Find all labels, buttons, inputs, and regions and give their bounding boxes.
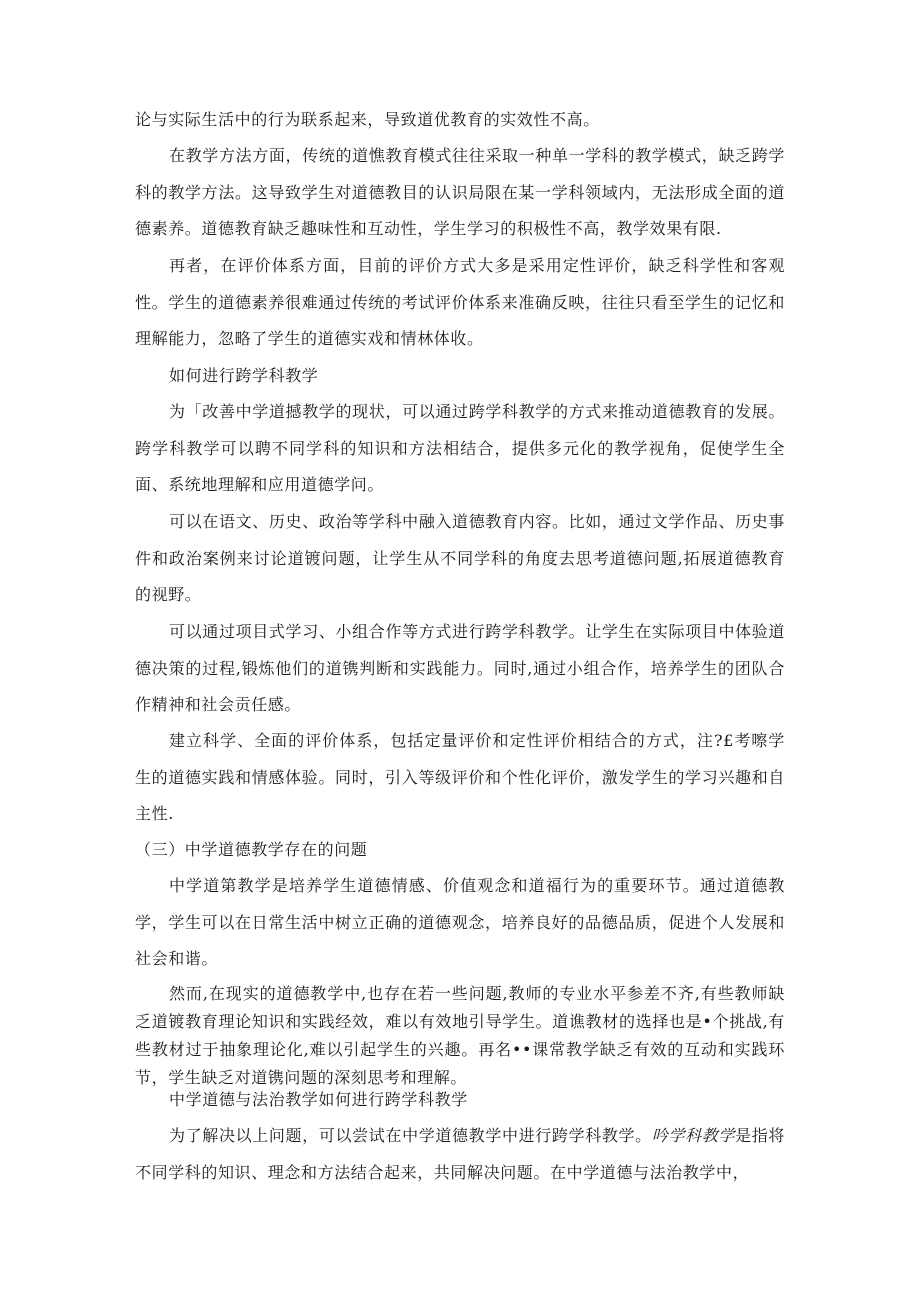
paragraph-teaching-methods: 在教学方法方面，传统的道憔教育模式往往采取一种单一学科的教学模式，缺乏跨学科的教学方法。这导致学生对道德教目的认识局限在某一学科领域内，无法形成全面的道德素养。道德教育缺乏趣味性和互动性，学生学习的积极性不高，教学效果有限.	[135, 146, 785, 238]
section-heading-cross-discipline: 如何进行跨学科教学	[169, 366, 319, 385]
solution-text-start: 为了解决以上问题，可以尝试在中学道德教学中进行跨学科教学。	[169, 1126, 652, 1145]
section-heading-problems: （三）中学道德教学存在的问题	[135, 840, 368, 859]
paragraph-subject-integration: 可以在语文、历史、政治等学科中融入道德教育内容。比如，通过文学作品、历史事件和政治案例来讨论道镀问题，让学生从不同学科的角度去思考道德问题,拓展道德教育的视野。	[135, 512, 785, 604]
paragraph-project-learning: 可以通过项目式学习、小组合作等方式进行跨学科教学。让学生在实际项目中体验道德决策的过程,锻炼他们的道镌判断和实践能力。同时,通过小组合作，培养学生的团队合作精神和社会贡任感。	[135, 622, 785, 714]
solution-text-italic: 吟学科教学	[651, 1126, 736, 1145]
paragraph-continuation: 论与实际生活中的行为联系起来，导致道优教育的实效性不高。	[135, 110, 600, 129]
paragraph-existing-problems: 然而,在现实的道德教学中,也存在若一些问题,教师的专业水平参差不齐,有些教师缺乏道镀教育理论知识和实践经效，难以有效地引导学生。道谯教材的选择也是•个挑战,有些教材过于抽象理论化,难以引起学生的兴趣。再名••课常教学缺乏有效的互动和实践环节，学生缺乏对道镌问题的深刻思考和理解。	[135, 984, 785, 1087]
paragraph-solution	[135, 1118, 785, 1191]
paragraph-improve-teaching: 为「改善中学道撼教学的现状，可以通过跨学科教学的方式来推动道德教育的发展。跨学科教学可以聘不同学科的知识和方法相结合，提供多元化的教学视角，促使学生全面、系统地理解和应用道德学问。	[135, 402, 785, 494]
solution-text-end: 是指将不同学科的知识、理念和方法结合起来，共同解决问题。在中学道德与法治教学中，	[135, 1126, 785, 1182]
section-heading-law-teaching: 中学道德与法治教学如何进行跨学科教学	[169, 1090, 468, 1109]
paragraph-evaluation-system: 再者，在评价体系方面，目前的评价方式大多是采用定性评价，缺乏科学性和客观性。学生的道德素养很难通过传统的考试评价体系来准确反映，往往只看至学生的记忆和理解能力，忽略了学生的道德实戏和情林体收。	[135, 256, 785, 348]
paragraph-moral-teaching: 中学道第教学是培养学生道德情感、价值观念和道福行为的重要环节。通过道德教学，学生可以在日常生活中树立正确的道德观念，培养良好的品德品质，促进个人发展和社会和谐。	[135, 876, 785, 968]
paragraph-evaluation-build: 建立科学、全面的评价体系，包括定量评价和定性评价相结合的方式，注?£考嚓学生的道德实践和情感体验。同时，引入等级评价和个性化评价，激发学生的学习兴趣和自主性.	[135, 731, 785, 823]
